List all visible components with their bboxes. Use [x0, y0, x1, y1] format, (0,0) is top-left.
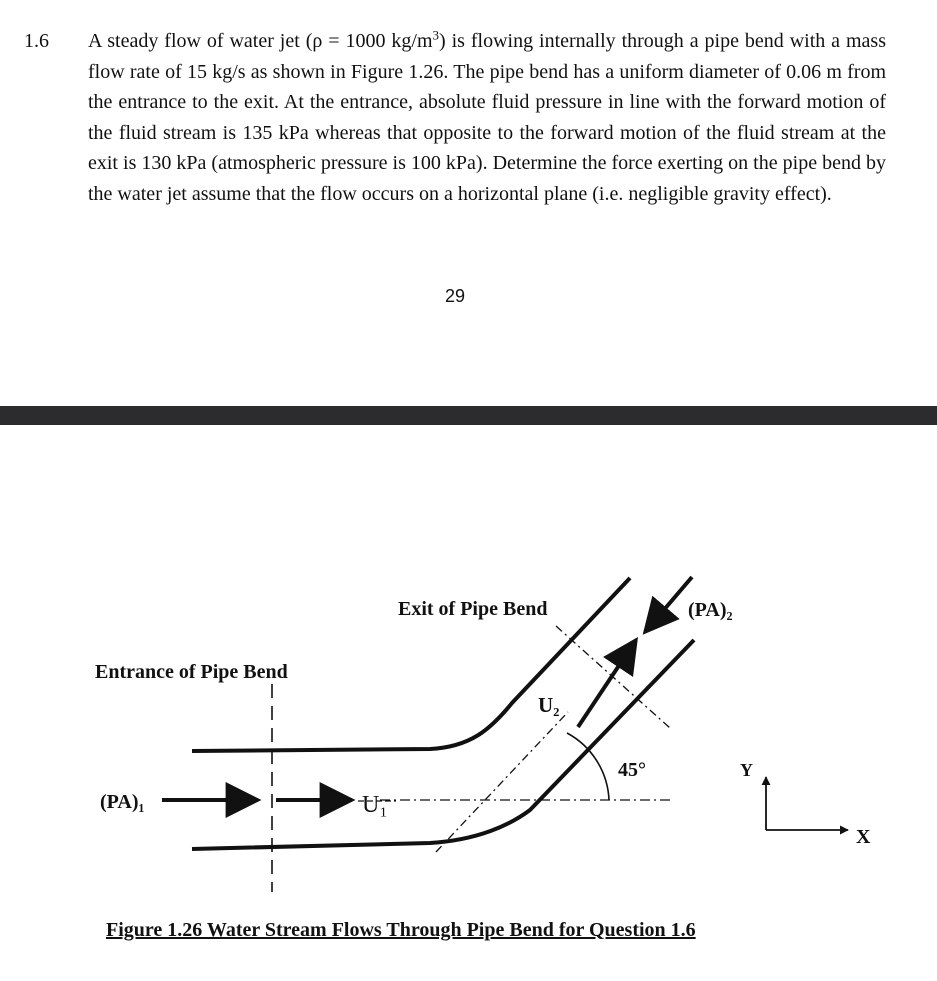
page-number: 29	[444, 286, 466, 306]
angle-label: 45°	[618, 759, 646, 781]
pa2-label: (PA)₂	[688, 599, 733, 621]
figure-caption: Figure 1.26 Water Stream Flows Through Pipe Bend for Question 1.6	[106, 919, 696, 941]
u1-label: U₁	[362, 792, 388, 818]
exit-label: Exit of Pipe Bend	[398, 598, 548, 620]
u2-label: U₂	[538, 693, 560, 717]
diagonal-centerline	[436, 712, 568, 852]
cubed-superscript: 3	[432, 27, 440, 43]
entrance-label: Entrance of Pipe Bend	[95, 661, 288, 683]
question-text-part-2: ) is flowing internally through a pipe bend with a mass flow rate of 15 kg/s as shown in Figure 1.26. The pipe bend has a uniform diameter of 0.06 m from the entrance to the exit. At the entrance, absolute fluid pressure in line with the forward motion of the fluid stream is 135 kPa whereas that opposite to the forward motion of the fluid stream at the exit is 130 kPa (atmospheric pressure is 100 kPa). Determine the force exerting on the pipe bend by the water jet assume that the flow occurs on a horizontal plane (i.e. negligible gravity effect).	[88, 30, 886, 205]
pa1-label: (PA)₁	[100, 791, 145, 813]
x-axis-label: X	[856, 826, 871, 848]
question-text-part-1: A steady flow of water jet (ρ = 1000 kg/m	[88, 30, 433, 52]
y-axis-label: Y	[740, 760, 753, 780]
question-number: 1.6	[24, 30, 49, 52]
pa2-arrow	[645, 577, 692, 632]
